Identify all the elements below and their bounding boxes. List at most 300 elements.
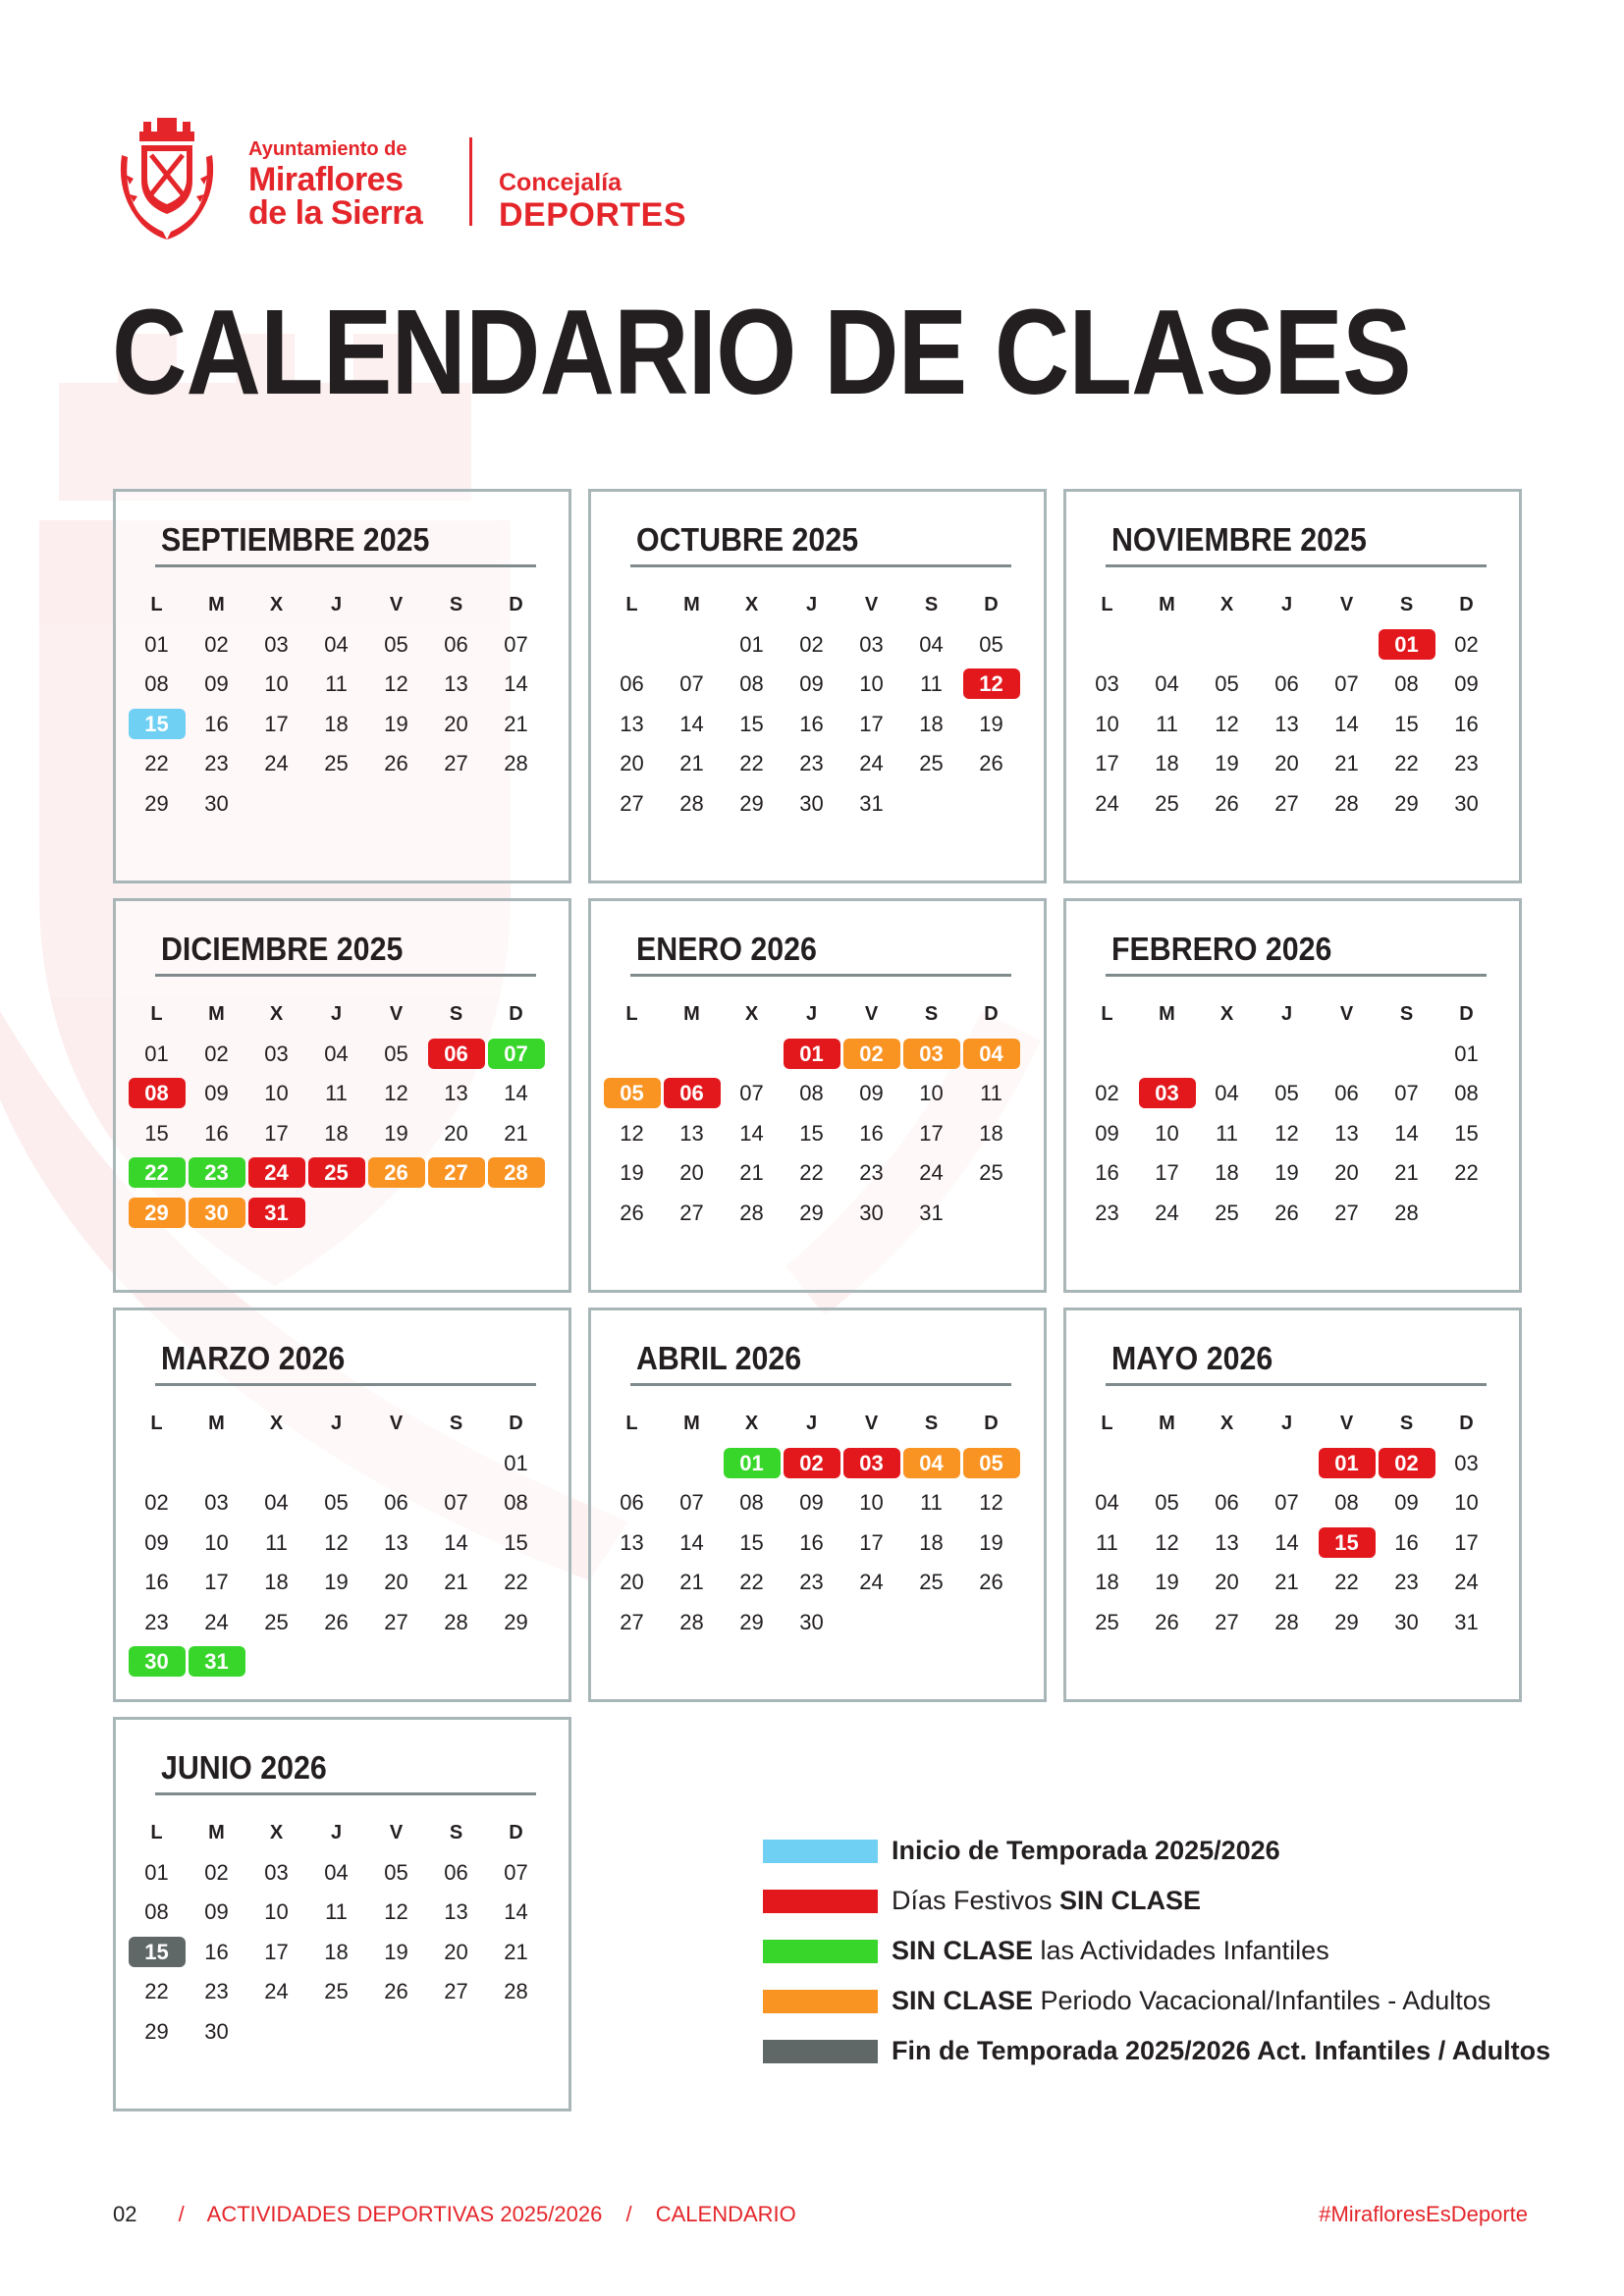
day-orange-marked: 27 bbox=[428, 1157, 485, 1188]
weekday-label: L bbox=[1101, 1002, 1113, 1025]
legend-swatch bbox=[763, 2040, 878, 2063]
legend bbox=[763, 1826, 1550, 2076]
weekday-label: S bbox=[449, 593, 463, 615]
empty-day bbox=[1197, 1448, 1257, 1478]
day: 26 bbox=[979, 1570, 1003, 1595]
day: 31 bbox=[1454, 1609, 1479, 1634]
month-grid bbox=[602, 585, 1021, 824]
weekday-label: D bbox=[509, 1821, 523, 1843]
day: 16 bbox=[799, 1529, 824, 1555]
day-red-marked: 01 bbox=[784, 1039, 840, 1069]
legend-item-holiday bbox=[763, 1876, 1550, 1926]
weekday-label: M bbox=[208, 1412, 225, 1434]
day: 09 bbox=[204, 1899, 229, 1925]
week-row bbox=[127, 1642, 546, 1682]
day: 25 bbox=[324, 1979, 349, 2004]
day: 29 bbox=[739, 790, 764, 816]
month-calendar bbox=[113, 898, 571, 1293]
day: 20 bbox=[620, 1570, 644, 1595]
day: 02 bbox=[799, 631, 824, 657]
day-red-marked: 02 bbox=[784, 1448, 840, 1478]
weekday-label: M bbox=[683, 1002, 700, 1025]
day: 19 bbox=[1155, 1570, 1179, 1595]
weekday-label: J bbox=[330, 1821, 343, 1843]
day: 17 bbox=[859, 711, 884, 736]
day: 10 bbox=[1095, 711, 1119, 736]
day: 10 bbox=[919, 1081, 944, 1106]
day: 13 bbox=[444, 671, 468, 697]
day: 18 bbox=[1095, 1570, 1119, 1595]
empty-day bbox=[1197, 1039, 1257, 1069]
weekday-label: V bbox=[1339, 1412, 1354, 1434]
day: 06 bbox=[444, 1859, 468, 1885]
day: 16 bbox=[204, 1939, 229, 1964]
day: 30 bbox=[1454, 790, 1479, 816]
weekday-label: M bbox=[208, 1821, 225, 1843]
week-row bbox=[1077, 1443, 1496, 1483]
weekday-label: X bbox=[744, 1002, 759, 1025]
legend-item-vacation bbox=[763, 1976, 1550, 2026]
weekday-label: L bbox=[1101, 1412, 1113, 1434]
day: 17 bbox=[264, 1120, 289, 1146]
week-row bbox=[127, 1893, 546, 1933]
empty-day bbox=[1137, 629, 1197, 660]
month-title-rule bbox=[155, 1383, 536, 1386]
day: 21 bbox=[504, 711, 528, 736]
day: 04 bbox=[324, 1859, 349, 1885]
day: 09 bbox=[859, 1081, 884, 1106]
day-orange-marked: 28 bbox=[488, 1157, 545, 1188]
day: 27 bbox=[1274, 790, 1299, 816]
day: 05 bbox=[979, 631, 1003, 657]
day-orange-marked: 03 bbox=[903, 1039, 960, 1069]
day: 02 bbox=[204, 1859, 229, 1885]
week-row bbox=[127, 665, 546, 705]
day: 13 bbox=[1274, 711, 1299, 736]
day: 26 bbox=[384, 751, 408, 776]
day: 24 bbox=[204, 1609, 229, 1634]
day: 12 bbox=[979, 1490, 1003, 1516]
day-green-marked: 30 bbox=[129, 1646, 186, 1677]
day: 03 bbox=[859, 631, 884, 657]
day: 12 bbox=[384, 1081, 408, 1106]
month-title-rule bbox=[155, 564, 536, 567]
day: 15 bbox=[1394, 711, 1419, 736]
empty-day bbox=[187, 1448, 246, 1478]
day: 11 bbox=[325, 671, 348, 697]
day: 11 bbox=[1096, 1529, 1118, 1555]
day-red-marked: 06 bbox=[428, 1039, 485, 1069]
day: 14 bbox=[739, 1120, 764, 1146]
empty-day bbox=[662, 629, 722, 660]
day: 09 bbox=[1095, 1120, 1119, 1146]
weekday-label: V bbox=[864, 593, 879, 615]
day: 11 bbox=[980, 1081, 1002, 1106]
day: 16 bbox=[144, 1570, 169, 1595]
day-green-marked: 01 bbox=[724, 1448, 781, 1478]
day: 03 bbox=[204, 1490, 229, 1516]
week-row bbox=[602, 783, 1021, 824]
day: 04 bbox=[1095, 1490, 1119, 1516]
day-red-marked: 24 bbox=[248, 1157, 305, 1188]
weekday-label: D bbox=[984, 1002, 999, 1025]
day: 08 bbox=[799, 1081, 824, 1106]
day: 08 bbox=[1394, 671, 1419, 697]
day: 20 bbox=[1215, 1570, 1239, 1595]
day: 20 bbox=[1334, 1160, 1359, 1186]
day: 04 bbox=[324, 631, 349, 657]
empty-day bbox=[127, 1448, 187, 1478]
week-row bbox=[602, 665, 1021, 705]
legend-item-season-end bbox=[763, 2026, 1550, 2076]
day: 06 bbox=[620, 1490, 644, 1516]
day: 17 bbox=[859, 1529, 884, 1555]
day: 27 bbox=[444, 1979, 468, 2004]
weekday-label: L bbox=[150, 1821, 163, 1843]
day: 01 bbox=[144, 1859, 169, 1885]
day: 02 bbox=[1454, 631, 1479, 657]
day-orange-marked: 05 bbox=[963, 1448, 1020, 1478]
weekday-label: X bbox=[1219, 1412, 1234, 1434]
weekday-label: L bbox=[150, 593, 163, 615]
day-red-marked: 02 bbox=[1379, 1448, 1435, 1478]
day: 04 bbox=[1215, 1081, 1239, 1106]
week-row bbox=[127, 1443, 546, 1483]
week-row bbox=[127, 704, 546, 744]
month-title: JUNIO 2026 bbox=[161, 1749, 327, 1786]
day-orange-marked: 30 bbox=[189, 1198, 245, 1228]
weekday-label: M bbox=[683, 593, 700, 615]
month-grid bbox=[1077, 994, 1496, 1233]
day: 18 bbox=[1215, 1160, 1239, 1186]
weekday-label: V bbox=[864, 1412, 879, 1434]
day: 10 bbox=[264, 671, 289, 697]
day: 09 bbox=[204, 671, 229, 697]
legend-swatch bbox=[763, 1840, 878, 1863]
month-title-rule bbox=[630, 1383, 1011, 1386]
day: 09 bbox=[1394, 1490, 1419, 1516]
day: 21 bbox=[504, 1120, 528, 1146]
legend-text-bold: SIN CLASE bbox=[892, 1986, 1034, 2015]
month-grid bbox=[127, 994, 546, 1233]
weekday-label: M bbox=[208, 593, 225, 615]
day: 15 bbox=[739, 1529, 764, 1555]
week-row bbox=[602, 1193, 1021, 1233]
weekday-label: S bbox=[924, 593, 939, 615]
day: 03 bbox=[264, 631, 289, 657]
weekday-label: J bbox=[330, 593, 343, 615]
day: 01 bbox=[504, 1450, 528, 1475]
day: 12 bbox=[1215, 711, 1239, 736]
day: 04 bbox=[324, 1041, 349, 1066]
day: 14 bbox=[444, 1529, 468, 1555]
day: 18 bbox=[324, 1939, 349, 1964]
municipality-line1: Ayuntamiento de bbox=[248, 138, 407, 160]
day: 13 bbox=[679, 1120, 704, 1146]
day: 05 bbox=[1274, 1081, 1299, 1106]
weekday-header bbox=[1077, 585, 1496, 624]
day: 13 bbox=[1215, 1529, 1239, 1555]
day: 28 bbox=[444, 1609, 468, 1634]
day: 29 bbox=[799, 1200, 824, 1225]
day: 01 bbox=[144, 1041, 169, 1066]
day: 07 bbox=[504, 1859, 528, 1885]
weekday-label: S bbox=[924, 1412, 939, 1434]
day-red-marked: 15 bbox=[1319, 1527, 1376, 1558]
week-row bbox=[127, 1034, 546, 1074]
day: 07 bbox=[1394, 1081, 1419, 1106]
day: 23 bbox=[859, 1160, 884, 1186]
day: 19 bbox=[1274, 1160, 1299, 1186]
week-row bbox=[1077, 1522, 1496, 1563]
day: 07 bbox=[1334, 671, 1359, 697]
month-calendar bbox=[588, 1308, 1047, 1702]
day-green-marked: 23 bbox=[189, 1157, 245, 1188]
day: 20 bbox=[679, 1160, 704, 1186]
day: 13 bbox=[384, 1529, 408, 1555]
month-title: OCTUBRE 2025 bbox=[636, 521, 859, 558]
week-row bbox=[1077, 1153, 1496, 1194]
week-row bbox=[127, 1563, 546, 1603]
day: 21 bbox=[504, 1939, 528, 1964]
footer-separator: / bbox=[178, 2202, 185, 2226]
day: 16 bbox=[204, 711, 229, 736]
day: 12 bbox=[620, 1120, 644, 1146]
day: 21 bbox=[1274, 1570, 1299, 1595]
footer-section: ACTIVIDADES DEPORTIVAS 2025/2026 bbox=[206, 2202, 603, 2226]
month-title: MAYO 2026 bbox=[1111, 1340, 1273, 1376]
day: 08 bbox=[144, 1899, 169, 1925]
day: 24 bbox=[1155, 1200, 1179, 1225]
day: 04 bbox=[1155, 671, 1179, 697]
day: 25 bbox=[919, 1570, 944, 1595]
day: 22 bbox=[504, 1570, 528, 1595]
day: 26 bbox=[1274, 1200, 1299, 1225]
day: 10 bbox=[859, 671, 884, 697]
weekday-label: J bbox=[1280, 1412, 1293, 1434]
month-grid bbox=[127, 1404, 546, 1682]
empty-day bbox=[1077, 1039, 1137, 1069]
day: 27 bbox=[620, 1609, 644, 1634]
legend-item-no-children-class bbox=[763, 1926, 1550, 1976]
month-title-rule bbox=[630, 974, 1011, 977]
day: 02 bbox=[204, 1041, 229, 1066]
day-orange-marked: 04 bbox=[903, 1448, 960, 1478]
day: 27 bbox=[1334, 1200, 1359, 1225]
municipality-line2: Miraflores bbox=[248, 161, 404, 198]
header bbox=[116, 116, 803, 243]
weekday-label: M bbox=[1159, 593, 1175, 615]
day: 27 bbox=[384, 1609, 408, 1634]
weekday-label: D bbox=[509, 1002, 523, 1025]
weekday-header bbox=[602, 994, 1021, 1034]
weekday-label: S bbox=[1399, 1412, 1414, 1434]
day: 21 bbox=[1334, 751, 1359, 776]
weekday-header bbox=[602, 1404, 1021, 1443]
day: 23 bbox=[1095, 1200, 1119, 1225]
day: 22 bbox=[1334, 1570, 1359, 1595]
week-row bbox=[1077, 1034, 1496, 1074]
crest-icon bbox=[116, 116, 218, 243]
day: 13 bbox=[620, 711, 644, 736]
weekday-label: X bbox=[744, 1412, 759, 1434]
day: 20 bbox=[620, 751, 644, 776]
day: 07 bbox=[504, 631, 528, 657]
day: 28 bbox=[1334, 790, 1359, 816]
day: 21 bbox=[1394, 1160, 1419, 1186]
empty-day bbox=[1137, 1039, 1197, 1069]
empty-day bbox=[1257, 629, 1317, 660]
weekday-label: D bbox=[1459, 593, 1474, 615]
legend-text-bold: SIN CLASE bbox=[892, 1936, 1034, 1965]
day: 31 bbox=[919, 1200, 944, 1225]
footer-separator: / bbox=[625, 2202, 632, 2226]
day: 06 bbox=[1334, 1081, 1359, 1106]
day: 26 bbox=[1215, 790, 1239, 816]
day: 01 bbox=[1454, 1041, 1479, 1066]
day: 28 bbox=[739, 1200, 764, 1225]
day: 28 bbox=[1274, 1609, 1299, 1634]
day: 16 bbox=[204, 1120, 229, 1146]
legend-swatch bbox=[763, 1940, 878, 1963]
month-title-rule bbox=[630, 564, 1011, 567]
weekday-label: J bbox=[330, 1002, 343, 1025]
legend-swatch bbox=[763, 1890, 878, 1913]
week-row bbox=[127, 1193, 546, 1233]
weekday-label: M bbox=[683, 1412, 700, 1434]
day: 03 bbox=[264, 1041, 289, 1066]
day: 17 bbox=[204, 1570, 229, 1595]
weekday-label: X bbox=[744, 593, 759, 615]
day-green-marked: 07 bbox=[488, 1039, 545, 1069]
day: 28 bbox=[679, 1609, 704, 1634]
day-red-marked: 08 bbox=[129, 1078, 186, 1108]
week-row bbox=[1077, 1602, 1496, 1642]
day: 05 bbox=[384, 631, 408, 657]
day: 26 bbox=[620, 1200, 644, 1225]
day: 07 bbox=[679, 1490, 704, 1516]
day: 08 bbox=[504, 1490, 528, 1516]
day: 23 bbox=[1394, 1570, 1419, 1595]
day: 30 bbox=[799, 790, 824, 816]
day: 17 bbox=[264, 1939, 289, 1964]
day: 24 bbox=[1454, 1570, 1479, 1595]
day: 30 bbox=[1394, 1609, 1419, 1634]
day: 06 bbox=[384, 1490, 408, 1516]
weekday-label: V bbox=[389, 1412, 404, 1434]
day: 22 bbox=[739, 751, 764, 776]
day-orange-marked: 29 bbox=[129, 1198, 186, 1228]
week-row bbox=[1077, 665, 1496, 705]
day: 12 bbox=[1274, 1120, 1299, 1146]
day: 13 bbox=[444, 1081, 468, 1106]
day: 26 bbox=[1155, 1609, 1179, 1634]
week-row bbox=[602, 1602, 1021, 1642]
day: 20 bbox=[444, 1939, 468, 1964]
day: 01 bbox=[739, 631, 764, 657]
day: 11 bbox=[920, 671, 943, 697]
day: 29 bbox=[739, 1609, 764, 1634]
month-grid bbox=[602, 994, 1021, 1233]
month-title-rule bbox=[1106, 974, 1487, 977]
day-red-marked: 06 bbox=[664, 1078, 721, 1108]
weekday-label: V bbox=[864, 1002, 879, 1025]
day: 10 bbox=[859, 1490, 884, 1516]
day: 19 bbox=[979, 1529, 1003, 1555]
month-title-rule bbox=[155, 974, 536, 977]
month-title: MARZO 2026 bbox=[161, 1340, 346, 1376]
empty-day bbox=[246, 1448, 306, 1478]
day: 25 bbox=[324, 751, 349, 776]
empty-day bbox=[306, 1448, 366, 1478]
weekday-label: S bbox=[1399, 593, 1414, 615]
week-row bbox=[1077, 1563, 1496, 1603]
day-red-marked: 31 bbox=[248, 1198, 305, 1228]
weekday-header bbox=[127, 1813, 546, 1852]
day: 15 bbox=[799, 1120, 824, 1146]
day: 04 bbox=[919, 631, 944, 657]
day: 13 bbox=[444, 1899, 468, 1925]
day: 28 bbox=[504, 1979, 528, 2004]
day: 22 bbox=[144, 1979, 169, 2004]
day: 16 bbox=[799, 711, 824, 736]
day: 15 bbox=[739, 711, 764, 736]
day: 07 bbox=[679, 671, 704, 697]
day-red-marked: 03 bbox=[1139, 1078, 1196, 1108]
day: 15 bbox=[144, 1120, 169, 1146]
day: 10 bbox=[204, 1529, 229, 1555]
day: 05 bbox=[324, 1490, 349, 1516]
department-line2: DEPORTES bbox=[499, 196, 687, 234]
day: 21 bbox=[679, 1570, 704, 1595]
day: 06 bbox=[1215, 1490, 1239, 1516]
day: 23 bbox=[799, 1570, 824, 1595]
day: 24 bbox=[859, 751, 884, 776]
day: 08 bbox=[739, 1490, 764, 1516]
empty-day bbox=[1317, 629, 1377, 660]
day: 30 bbox=[204, 2018, 229, 2044]
empty-day bbox=[662, 1448, 722, 1478]
month-grid bbox=[1077, 1404, 1496, 1642]
week-row bbox=[127, 1602, 546, 1642]
day: 24 bbox=[1095, 790, 1119, 816]
day: 17 bbox=[1454, 1529, 1479, 1555]
day: 02 bbox=[1095, 1081, 1119, 1106]
day: 08 bbox=[739, 671, 764, 697]
weekday-label: L bbox=[625, 593, 638, 615]
day: 05 bbox=[1155, 1490, 1179, 1516]
day: 22 bbox=[144, 751, 169, 776]
week-row bbox=[127, 1852, 546, 1893]
empty-day bbox=[602, 629, 662, 660]
month-title: ABRIL 2026 bbox=[636, 1340, 802, 1376]
day: 29 bbox=[1334, 1609, 1359, 1634]
week-row bbox=[602, 624, 1021, 665]
weekday-label: V bbox=[1339, 1002, 1354, 1025]
day-orange-marked: 05 bbox=[604, 1078, 661, 1108]
empty-day bbox=[662, 1039, 722, 1069]
day: 11 bbox=[325, 1081, 348, 1106]
day: 14 bbox=[1394, 1120, 1419, 1146]
week-row bbox=[1077, 1193, 1496, 1233]
day: 24 bbox=[859, 1570, 884, 1595]
day-red-marked: 01 bbox=[1319, 1448, 1376, 1478]
day: 25 bbox=[264, 1609, 289, 1634]
day: 06 bbox=[620, 671, 644, 697]
day: 12 bbox=[1155, 1529, 1179, 1555]
day: 28 bbox=[1394, 1200, 1419, 1225]
day: 09 bbox=[799, 671, 824, 697]
